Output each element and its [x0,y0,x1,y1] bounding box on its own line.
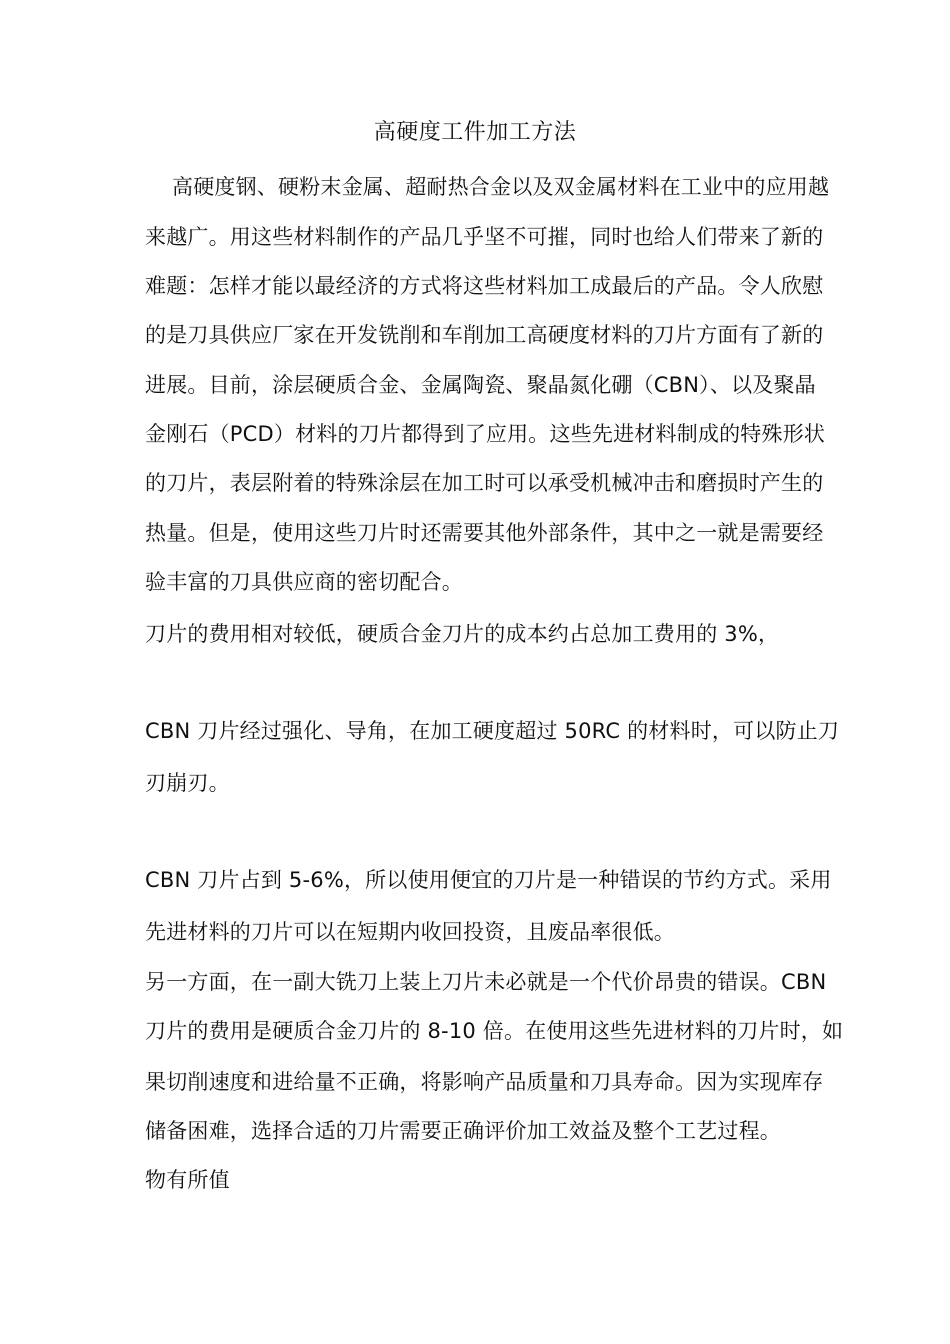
paragraph-line: 先进材料的刀片可以在短期内收回投资，且废品率很低。 [145,920,675,944]
paragraph-line: 的刀片，表层附着的特殊涂层在加工时可以承受机械冲击和磨损时产生的 [145,471,824,495]
paragraph-line: 刀片的费用是硬质合金刀片的 8-10 倍。在使用这些先进材料的刀片时，如 [145,1019,844,1043]
paragraph-line: 的是刀具供应厂家在开发铣削和车削加工高硬度材料的刀片方面有了新的 [145,323,824,347]
paragraph-line: 物有所值 [145,1168,230,1192]
paragraph-line: 果切削速度和进给量不正确，将影响产品质量和刀具寿命。因为实现库存 [145,1070,824,1094]
paragraph-line: CBN 刀片经过强化、导角，在加工硬度超过 50RC 的材料时，可以防止刀 [145,719,840,743]
paragraph-line: 难题：怎样才能以最经济的方式将这些材料加工成最后的产品。令人欣慰 [145,274,824,298]
paragraph-line: 金刚石（PCD）材料的刀片都得到了应用。这些先进材料制成的特殊形状 [145,422,826,446]
paragraph-line: 高硬度钢、硬粉末金属、超耐热合金以及双金属材料在工业中的应用越 [172,175,830,199]
paragraph-line: 进展。目前，涂层硬质合金、金属陶瓷、聚晶氮化硼（CBN）、以及聚晶 [145,373,816,397]
paragraph-line: CBN 刀片占到 5-6%，所以使用便宜的刀片是一种错误的节约方式。采用 [145,868,832,892]
paragraph-line: 另一方面，在一副大铣刀上装上刀片未必就是一个代价昂贵的错误。CBN [145,970,827,994]
paragraph-line: 刃崩刃。 [145,771,230,795]
paragraph-line: 来越广。用这些材料制作的产品几乎坚不可摧，同时也给人们带来了新的 [145,225,824,249]
paragraph-line: 热量。但是，使用这些刀片时还需要其他外部条件，其中之一就是需要经 [145,521,824,545]
document-title: 高硬度工件加工方法 [373,120,577,145]
paragraph-line: 储备困难，选择合适的刀片需要正确评价加工效益及整个工艺过程。 [145,1119,781,1143]
paragraph-line: 验丰富的刀具供应商的密切配合。 [145,570,463,594]
paragraph-line: 刀片的费用相对较低，硬质合金刀片的成本约占总加工费用的 3%， [145,622,780,646]
